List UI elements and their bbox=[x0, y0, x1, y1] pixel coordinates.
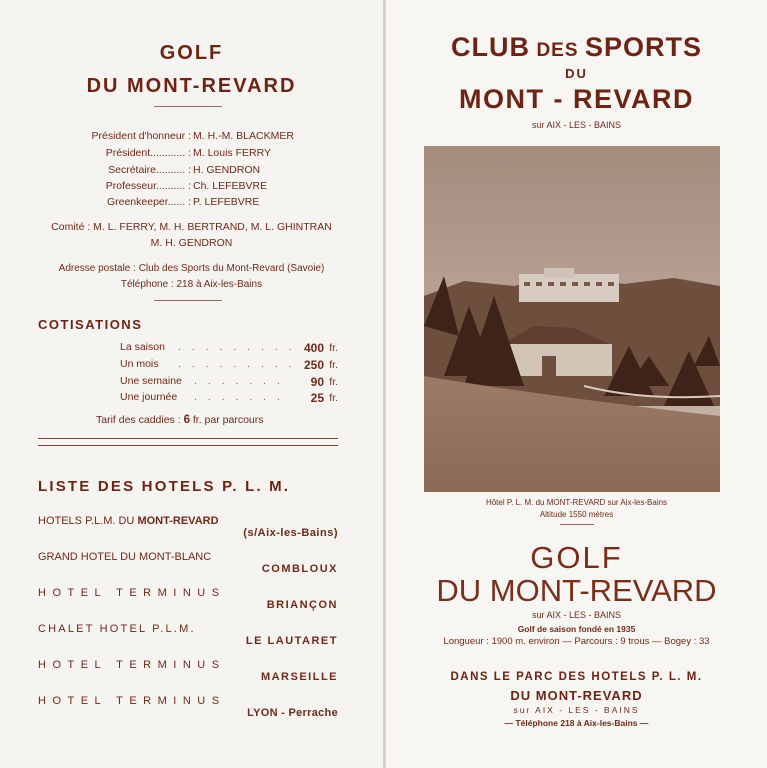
photo-caption-line1: Hôtel P. L. M. du MONT-REVARD sur Aix-les-Bains bbox=[485, 498, 668, 507]
caddies-line: Tarif des caddies : 6 fr. par parcours bbox=[96, 414, 264, 426]
club-subtitle: sur AIX - LES - BAINS bbox=[531, 120, 622, 130]
title-divider bbox=[154, 106, 222, 107]
park-line2: DU MONT-REVARD bbox=[510, 688, 643, 703]
address-divider bbox=[154, 300, 222, 301]
hotel-entry: CHALET HOTEL P.L.M. LE LAUTARET bbox=[38, 623, 338, 647]
park-phone: — Téléphone 218 à Aix-les-Bains — bbox=[504, 718, 649, 728]
park-line1: DANS LE PARC DES HOTELS P. L. M. bbox=[450, 671, 703, 683]
hotels-title: LISTE DES HOTELS P. L. M. bbox=[38, 478, 291, 495]
golf-heading-line2: DU MONT-REVARD bbox=[436, 573, 717, 608]
caption-divider bbox=[560, 524, 594, 525]
golf-founded: Golf de saison fondé en 1935 bbox=[517, 624, 636, 634]
golf-subtitle: sur AIX - LES - BAINS bbox=[531, 610, 622, 620]
address-line: Adresse postale : Club des Sports du Mont-Revard (Savoie) bbox=[58, 263, 325, 274]
hotel-entry: GRAND HOTEL DU MONT-BLANC COMBLOUX bbox=[38, 551, 338, 575]
left-panel bbox=[0, 0, 383, 768]
club-title-line1: CLUB DES SPORTS bbox=[450, 32, 702, 62]
photo-caption-line2: Altitude 1550 mètres bbox=[539, 510, 614, 519]
golf-title-line2: DU MONT-REVARD bbox=[86, 75, 297, 97]
hotel-photo-illustration bbox=[424, 146, 720, 492]
double-rule-bottom bbox=[38, 445, 338, 446]
hotel-photo bbox=[424, 146, 720, 492]
golf-stats: Longueur : 1900 m. environ — Parcours : 9 trous — Bogey : 33 bbox=[443, 636, 710, 647]
golf-heading-line1: GOLF bbox=[530, 540, 623, 575]
comite-line2: M. H. GENDRON bbox=[150, 237, 233, 249]
comite-line1: Comité : M. L. FERRY, M. H. BERTRAND, M. L. GHINTRAN bbox=[51, 221, 332, 233]
hotel-entry: HOTELS P.L.M. DU MONT-REVARD (s/Aix-les-Bains) bbox=[38, 515, 338, 539]
golf-title-line1: GOLF bbox=[159, 42, 224, 64]
park-line3: sur AIX - LES - BAINS bbox=[513, 705, 640, 715]
hotel-entry: HOTEL TERMINUS MARSEILLE bbox=[38, 659, 338, 683]
phone-line: Téléphone : 218 à Aix-les-Bains bbox=[120, 279, 263, 290]
hotel-entry: HOTEL TERMINUS BRIANÇON bbox=[38, 587, 338, 611]
hotel-entry: HOTEL TERMINUS LYON - Perrache bbox=[38, 695, 338, 719]
cotisations-title: COTISATIONS bbox=[38, 317, 143, 332]
double-rule-top bbox=[38, 438, 338, 439]
club-title-line2: DU bbox=[565, 66, 588, 81]
club-title-line3: MONT - REVARD bbox=[459, 84, 694, 114]
